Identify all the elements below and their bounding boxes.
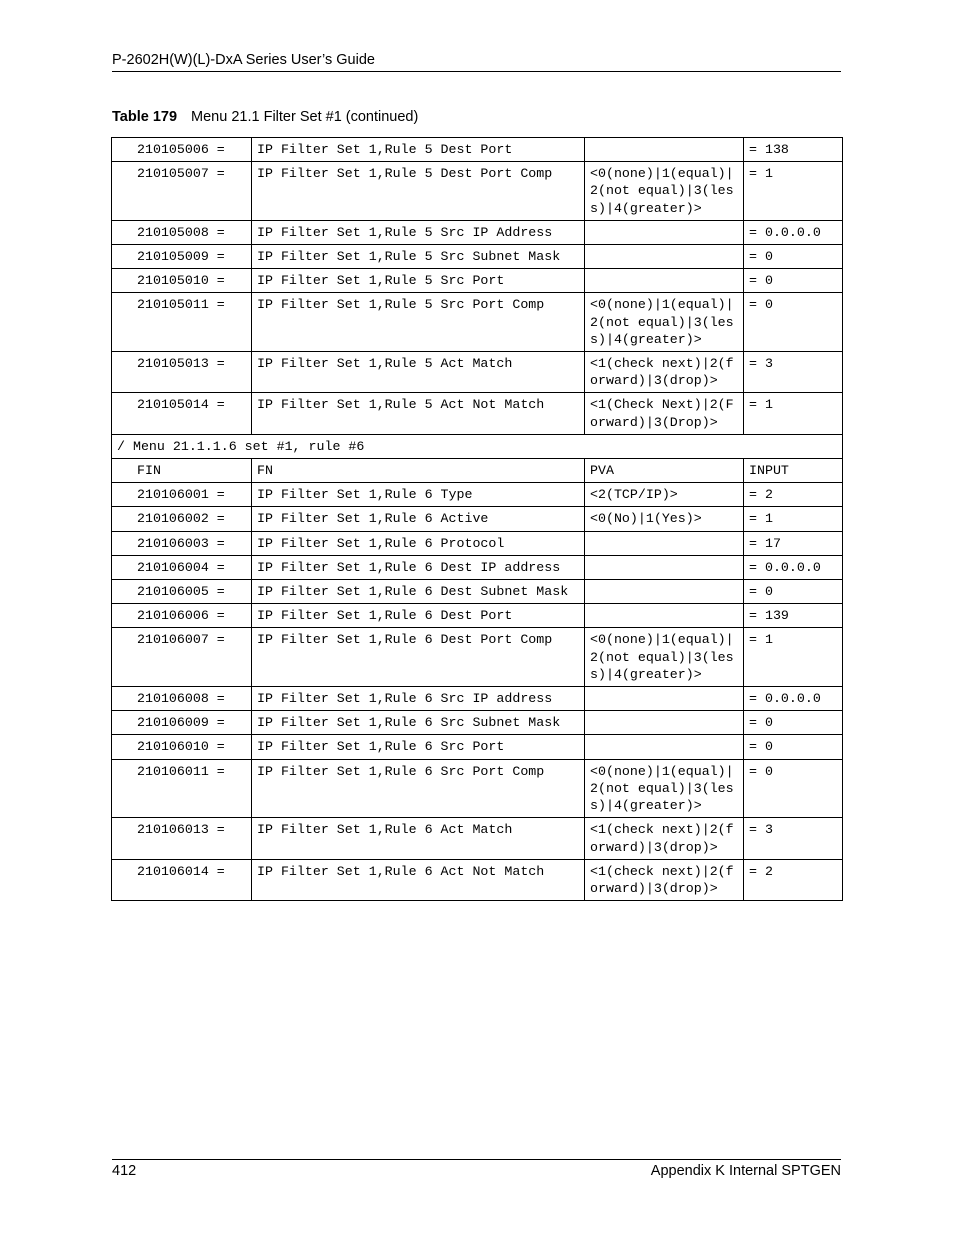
input-cell: = 1 [744, 628, 843, 687]
table-row [112, 507, 843, 531]
page-number: 412 [112, 1163, 137, 1179]
input-cell: = 0 [744, 711, 843, 735]
fn-cell: IP Filter Set 1,Rule 6 Type [252, 483, 585, 507]
fn-cell: IP Filter Set 1,Rule 6 Src Port [252, 735, 585, 759]
column-header-pva: PVA [585, 459, 744, 483]
document-title: P-2602H(W)(L)-DxA Series User’s Guide [112, 52, 375, 68]
fin-cell: 210106008 = [112, 687, 252, 711]
pva-cell [585, 735, 744, 759]
fn-cell: IP Filter Set 1,Rule 6 Dest Subnet Mask [252, 580, 585, 604]
pva-cell [585, 555, 744, 579]
fn-cell: IP Filter Set 1,Rule 6 Dest Port Comp [252, 628, 585, 687]
fin-cell: 210106011 = [112, 759, 252, 818]
table-row [112, 483, 843, 507]
fn-cell: IP Filter Set 1,Rule 6 Dest IP address [252, 555, 585, 579]
pva-cell [585, 245, 744, 269]
fn-cell: IP Filter Set 1,Rule 5 Dest Port Comp [252, 162, 585, 221]
fn-cell: IP Filter Set 1,Rule 5 Src Port [252, 269, 585, 293]
pva-cell [585, 220, 744, 244]
fin-cell: 210106007 = [112, 628, 252, 687]
fin-cell: 210105009 = [112, 245, 252, 269]
table-row [112, 604, 843, 628]
fn-cell: IP Filter Set 1,Rule 6 Src IP address [252, 687, 585, 711]
table-row [112, 138, 843, 162]
table-row [112, 555, 843, 579]
input-cell: = 0.0.0.0 [744, 220, 843, 244]
input-cell: = 0.0.0.0 [744, 687, 843, 711]
table-row [112, 818, 843, 859]
table-row [112, 352, 843, 393]
table-row [112, 759, 843, 818]
table-row [112, 628, 843, 687]
input-cell: = 0 [744, 759, 843, 818]
section-header-row [112, 434, 843, 458]
fin-cell: 210106010 = [112, 735, 252, 759]
fin-cell: 210105010 = [112, 269, 252, 293]
fn-cell: IP Filter Set 1,Rule 6 Protocol [252, 531, 585, 555]
input-cell: = 0 [744, 580, 843, 604]
input-cell: = 17 [744, 531, 843, 555]
pva-cell: <0(none)|1(equal)|2(not equal)|3(less)|4(greater)> [585, 759, 744, 818]
table-row [112, 245, 843, 269]
input-cell: = 1 [744, 162, 843, 221]
input-cell: = 2 [744, 483, 843, 507]
fin-cell: 210106004 = [112, 555, 252, 579]
column-header-fn: FN [252, 459, 585, 483]
fin-cell: 210106003 = [112, 531, 252, 555]
pva-cell [585, 604, 744, 628]
fin-cell: 210105008 = [112, 220, 252, 244]
fn-cell: IP Filter Set 1,Rule 5 Src Subnet Mask [252, 245, 585, 269]
input-cell: = 0 [744, 245, 843, 269]
table-caption [112, 108, 841, 126]
fn-cell: IP Filter Set 1,Rule 6 Active [252, 507, 585, 531]
table-row [112, 269, 843, 293]
input-cell: = 139 [744, 604, 843, 628]
fn-cell: IP Filter Set 1,Rule 5 Dest Port [252, 138, 585, 162]
table-row [112, 393, 843, 434]
pva-cell: <1(check next)|2(forward)|3(drop)> [585, 859, 744, 900]
input-cell: = 1 [744, 393, 843, 434]
table-row [112, 293, 843, 352]
fin-cell: 210106014 = [112, 859, 252, 900]
footer-section: Appendix K Internal SPTGEN [650, 1163, 841, 1179]
pva-cell: <1(check next)|2(forward)|3(drop)> [585, 352, 744, 393]
input-cell: = 3 [744, 818, 843, 859]
fin-cell: 210106002 = [112, 507, 252, 531]
fn-cell: IP Filter Set 1,Rule 5 Src IP Address [252, 220, 585, 244]
table-row [112, 735, 843, 759]
fin-cell: 210105007 = [112, 162, 252, 221]
pva-cell [585, 580, 744, 604]
column-header-input: INPUT [744, 459, 843, 483]
input-cell: = 138 [744, 138, 843, 162]
table-title: Menu 21.1 Filter Set #1 (continued) [191, 109, 419, 125]
pva-cell [585, 138, 744, 162]
pva-cell: <0(none)|1(equal)|2(not equal)|3(less)|4(greater)> [585, 293, 744, 352]
pva-cell: <0(No)|1(Yes)> [585, 507, 744, 531]
table-row [112, 580, 843, 604]
pva-cell: <0(none)|1(equal)|2(not equal)|3(less)|4(greater)> [585, 628, 744, 687]
input-cell: = 0 [744, 269, 843, 293]
pva-cell [585, 687, 744, 711]
fin-cell: 210105011 = [112, 293, 252, 352]
pva-cell [585, 269, 744, 293]
table-row [112, 162, 843, 221]
fin-cell: 210105013 = [112, 352, 252, 393]
fin-cell: 210106005 = [112, 580, 252, 604]
filter-set-table [111, 137, 843, 901]
fin-cell: 210105014 = [112, 393, 252, 434]
input-cell: = 1 [744, 507, 843, 531]
input-cell: = 0.0.0.0 [744, 555, 843, 579]
input-cell: = 0 [744, 293, 843, 352]
fin-cell: 210106001 = [112, 483, 252, 507]
section-header: / Menu 21.1.1.6 set #1, rule #6 [112, 434, 843, 458]
fin-cell: 210106013 = [112, 818, 252, 859]
table-number: Table 179 [112, 109, 178, 125]
fin-cell: 210106006 = [112, 604, 252, 628]
fin-cell: 210106009 = [112, 711, 252, 735]
input-cell: = 2 [744, 859, 843, 900]
table-row [112, 711, 843, 735]
page-footer [112, 1159, 841, 1180]
pva-cell: <2(TCP/IP)> [585, 483, 744, 507]
fn-cell: IP Filter Set 1,Rule 5 Act Match [252, 352, 585, 393]
pva-cell: <1(check next)|2(forward)|3(drop)> [585, 818, 744, 859]
table-body [112, 138, 843, 901]
pva-cell: <0(none)|1(equal)|2(not equal)|3(less)|4(greater)> [585, 162, 744, 221]
table-row [112, 220, 843, 244]
column-header-fin: FIN [112, 459, 252, 483]
pva-cell: <1(Check Next)|2(Forward)|3(Drop)> [585, 393, 744, 434]
fin-cell: 210105006 = [112, 138, 252, 162]
table-row [112, 859, 843, 900]
fn-cell: IP Filter Set 1,Rule 6 Src Subnet Mask [252, 711, 585, 735]
fn-cell: IP Filter Set 1,Rule 6 Act Match [252, 818, 585, 859]
fn-cell: IP Filter Set 1,Rule 6 Src Port Comp [252, 759, 585, 818]
table-row [112, 687, 843, 711]
page-header [112, 51, 841, 72]
fn-cell: IP Filter Set 1,Rule 5 Act Not Match [252, 393, 585, 434]
column-header-row [112, 459, 843, 483]
fn-cell: IP Filter Set 1,Rule 6 Act Not Match [252, 859, 585, 900]
input-cell: = 0 [744, 735, 843, 759]
pva-cell [585, 531, 744, 555]
fn-cell: IP Filter Set 1,Rule 5 Src Port Comp [252, 293, 585, 352]
table-row [112, 531, 843, 555]
pva-cell [585, 711, 744, 735]
input-cell: = 3 [744, 352, 843, 393]
fn-cell: IP Filter Set 1,Rule 6 Dest Port [252, 604, 585, 628]
